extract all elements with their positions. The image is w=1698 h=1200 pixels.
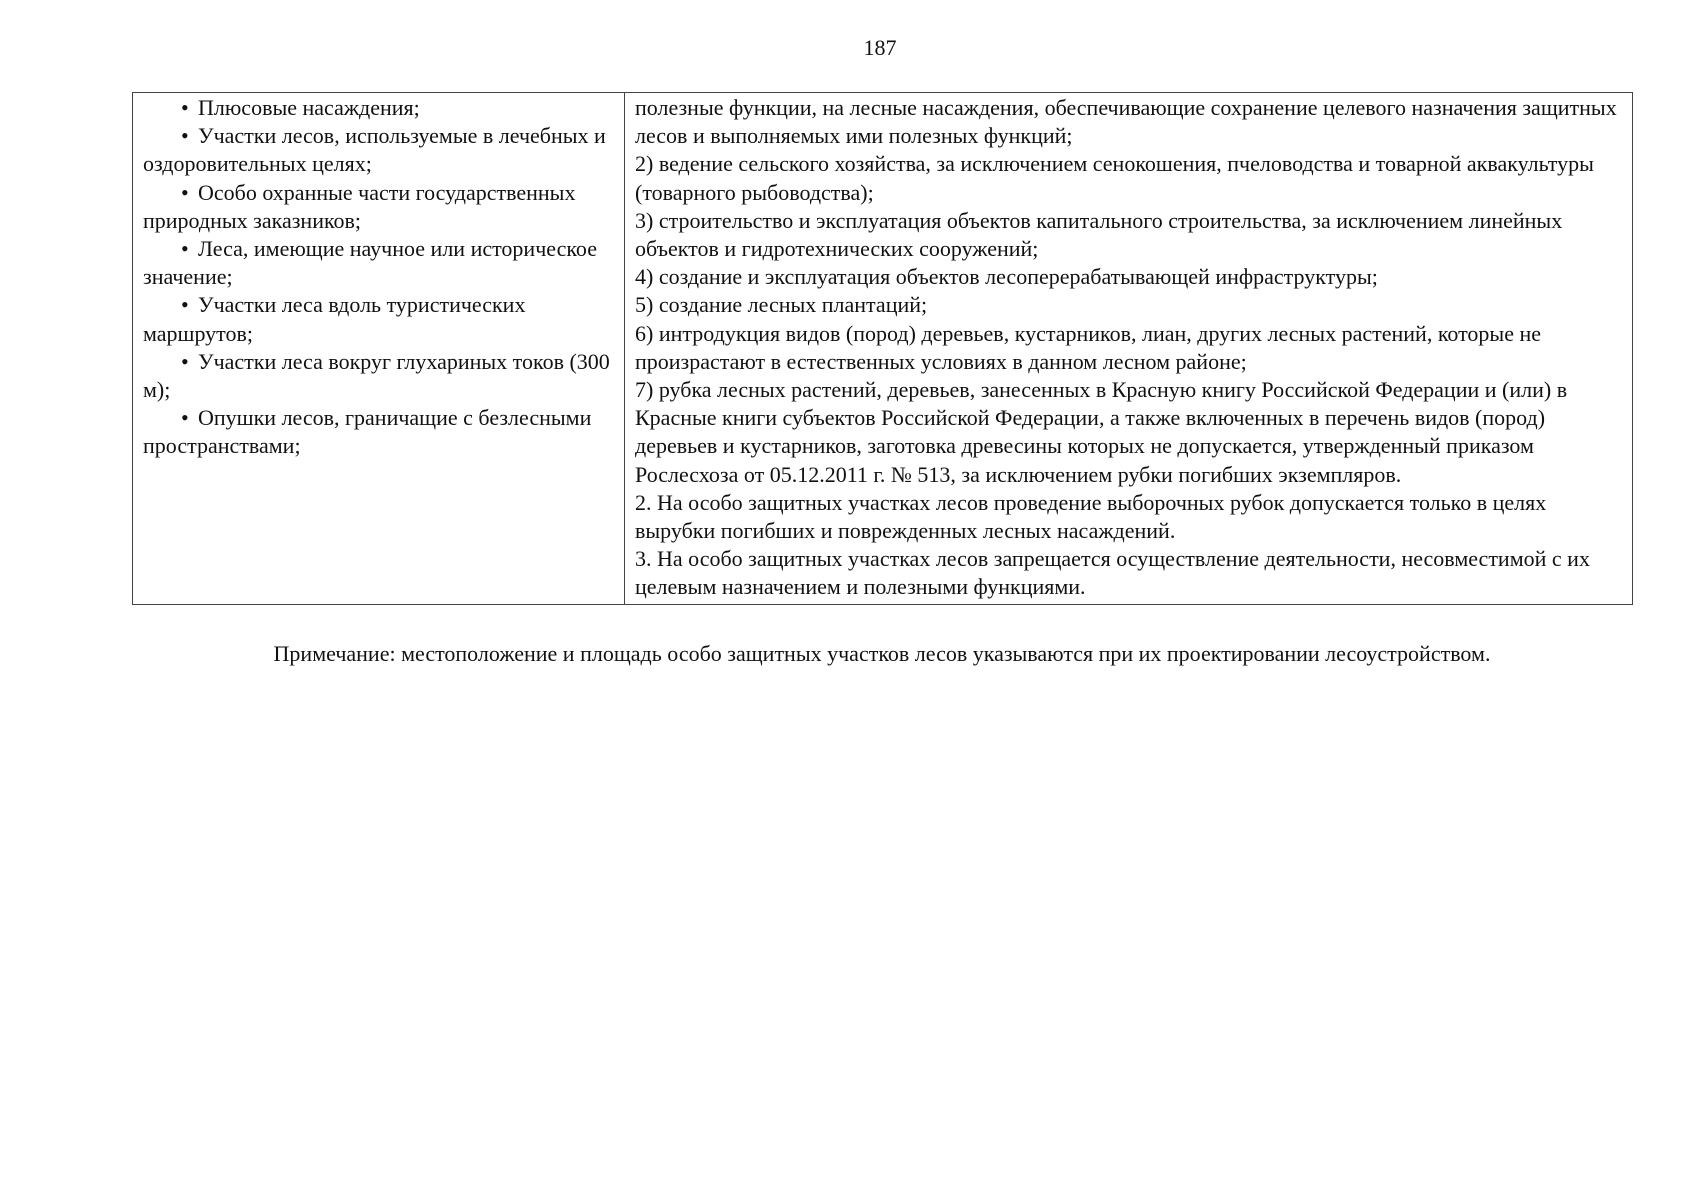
paragraph: 3) строительство и эксплуатация объектов капитального строительства, за исключением линейных объектов и гидротехнических сооружений; [635,207,1563,262]
list-item [143,179,615,235]
list-item [143,291,615,347]
list-item-text: Плюсовые насаждения; [198,95,420,120]
left-cell [133,93,625,605]
table-row [133,93,1633,605]
bullet-icon: • [181,123,189,149]
page-number: 187 [863,35,897,60]
right-cell [625,93,1633,605]
list-item-text: Участки леса вокруг глухариных токов (300 м); [143,348,610,403]
list-item [143,404,615,460]
list-item-text: Леса, имеющие научное или историческое значение; [143,236,597,290]
bullet-icon: • [181,292,189,318]
list-item-text: Особо охранные части государственных природных заказников; [143,179,576,233]
paragraph: 4) создание и эксплуатация объектов лесоперерабатывающей инфраструктуры; [635,264,1378,290]
paragraph: 6) интродукция видов (пород) деревьев, кустарников, лиан, других лесных растений, которые не произрастают в естественных условиях в данном лесном районе; [635,320,1542,374]
paragraph: 3. На особо защитных участках лесов запрещается осуществление деятельности, несовместимой с их целевым назначением и полезными функциями. [635,546,1590,600]
bullet-icon: • [181,95,189,120]
list-item [143,235,615,291]
table-note: Примечание: местоположение и площадь особо защитных участков лесов указываются при их проектировании лесоустройством. [273,641,1491,666]
paragraph: 2. На особо защитных участках лесов проведение выборочных рубок допускается только в целях вырубки погибших и поврежденных лесных насаждений. [635,489,1547,544]
bullet-icon: • [181,348,189,374]
document-table [132,92,1633,605]
paragraph: полезные функции, на лесные насаждения, обеспечивающие сохранение целевого назначения защитных лесов и выполняемых ими полезных функций; [635,95,1617,149]
list-item [143,348,615,404]
bullet-icon: • [181,236,189,262]
bullet-icon: • [181,179,189,205]
list-item-text: Участки лесов, используемые в лечебных и оздоровительных целях; [143,123,606,177]
list-item-text: Участки леса вдоль туристических маршрутов; [143,292,526,346]
paragraph: 5) создание лесных плантаций; [635,292,928,318]
list-item [143,122,615,178]
list-item [143,94,615,122]
list-item-text: Опушки лесов, граничащие с безлесными пространствами; [143,405,592,459]
bullet-icon: • [181,405,189,431]
paragraph: 7) рубка лесных растений, деревьев, занесенных в Красную книгу Российской Федерации и (или) в Красные книги субъектов Российской Федерации, а также включенных в перечень видов (пород) деревьев и кустарников, заготовка древесины которых не допускается, утвержденный приказом Рослесхоза от 05.12.2011 г. № 513, за исключением рубки погибших экземпляров. [635,377,1568,487]
paragraph: 2) ведение сельского хозяйства, за исключением сенокошения, пчеловодства и товарной аквакультуры (товарного рыбоводства); [635,151,1594,205]
